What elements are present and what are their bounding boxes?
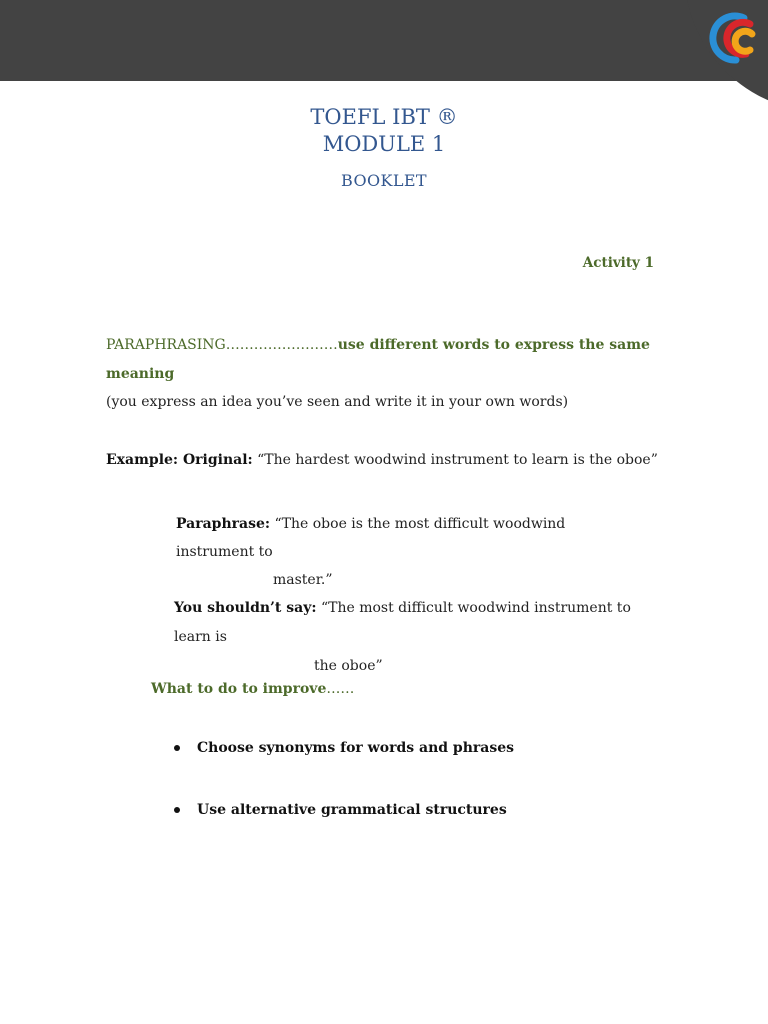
activity-label: Activity 1: [582, 255, 654, 271]
shouldnt-say-label: You shouldn’t say:: [174, 600, 317, 616]
paraphrase-label: Paraphrase:: [176, 516, 271, 532]
paraphrasing-note: (you express an idea you’ve seen and write it in your own words): [106, 394, 569, 410]
header-band: [0, 0, 768, 81]
paraphrasing-definition: [106, 331, 651, 389]
improve-dots: ……: [326, 681, 355, 697]
example-label: Example: Original:: [106, 452, 253, 468]
document-module: MODULE 1: [322, 132, 446, 156]
colorful-ring-logo-icon: [706, 8, 762, 70]
paraphrasing-term: PARAPHRASING……………………: [106, 337, 338, 353]
improve-label: What to do to improve: [151, 681, 327, 697]
paraphrase-text-line2: master.”: [273, 572, 333, 588]
paraphrase-text-line1: “The oboe is the most difficult woodwind instrument to: [176, 516, 566, 560]
example-text: “The hardest woodwind instrument to learn is the oboe”: [252, 452, 658, 468]
list-item: [174, 738, 514, 758]
document-subtitle: BOOKLET: [340, 171, 428, 190]
bullet-icon: [174, 745, 180, 751]
shouldnt-say-text-line1: “The most difficult woodwind instrument to learn is: [174, 600, 631, 645]
improve-heading: [151, 681, 354, 697]
document-title: TOEFL IBT ®: [310, 105, 458, 129]
shouldnt-say-example: [174, 594, 664, 681]
list-item-text: Choose synonyms for words and phrases: [197, 740, 514, 756]
example-original: [106, 452, 658, 468]
paraphrasing-meaning: use different words to express the same meaning: [106, 337, 650, 382]
list-item-text: Use alternative grammatical structures: [197, 802, 507, 818]
list-item: [174, 800, 514, 820]
shouldnt-say-text-line2: the oboe”: [314, 658, 383, 674]
bullet-icon: [174, 807, 180, 813]
paraphrase-example: [176, 510, 636, 594]
improvement-list: [174, 738, 514, 862]
